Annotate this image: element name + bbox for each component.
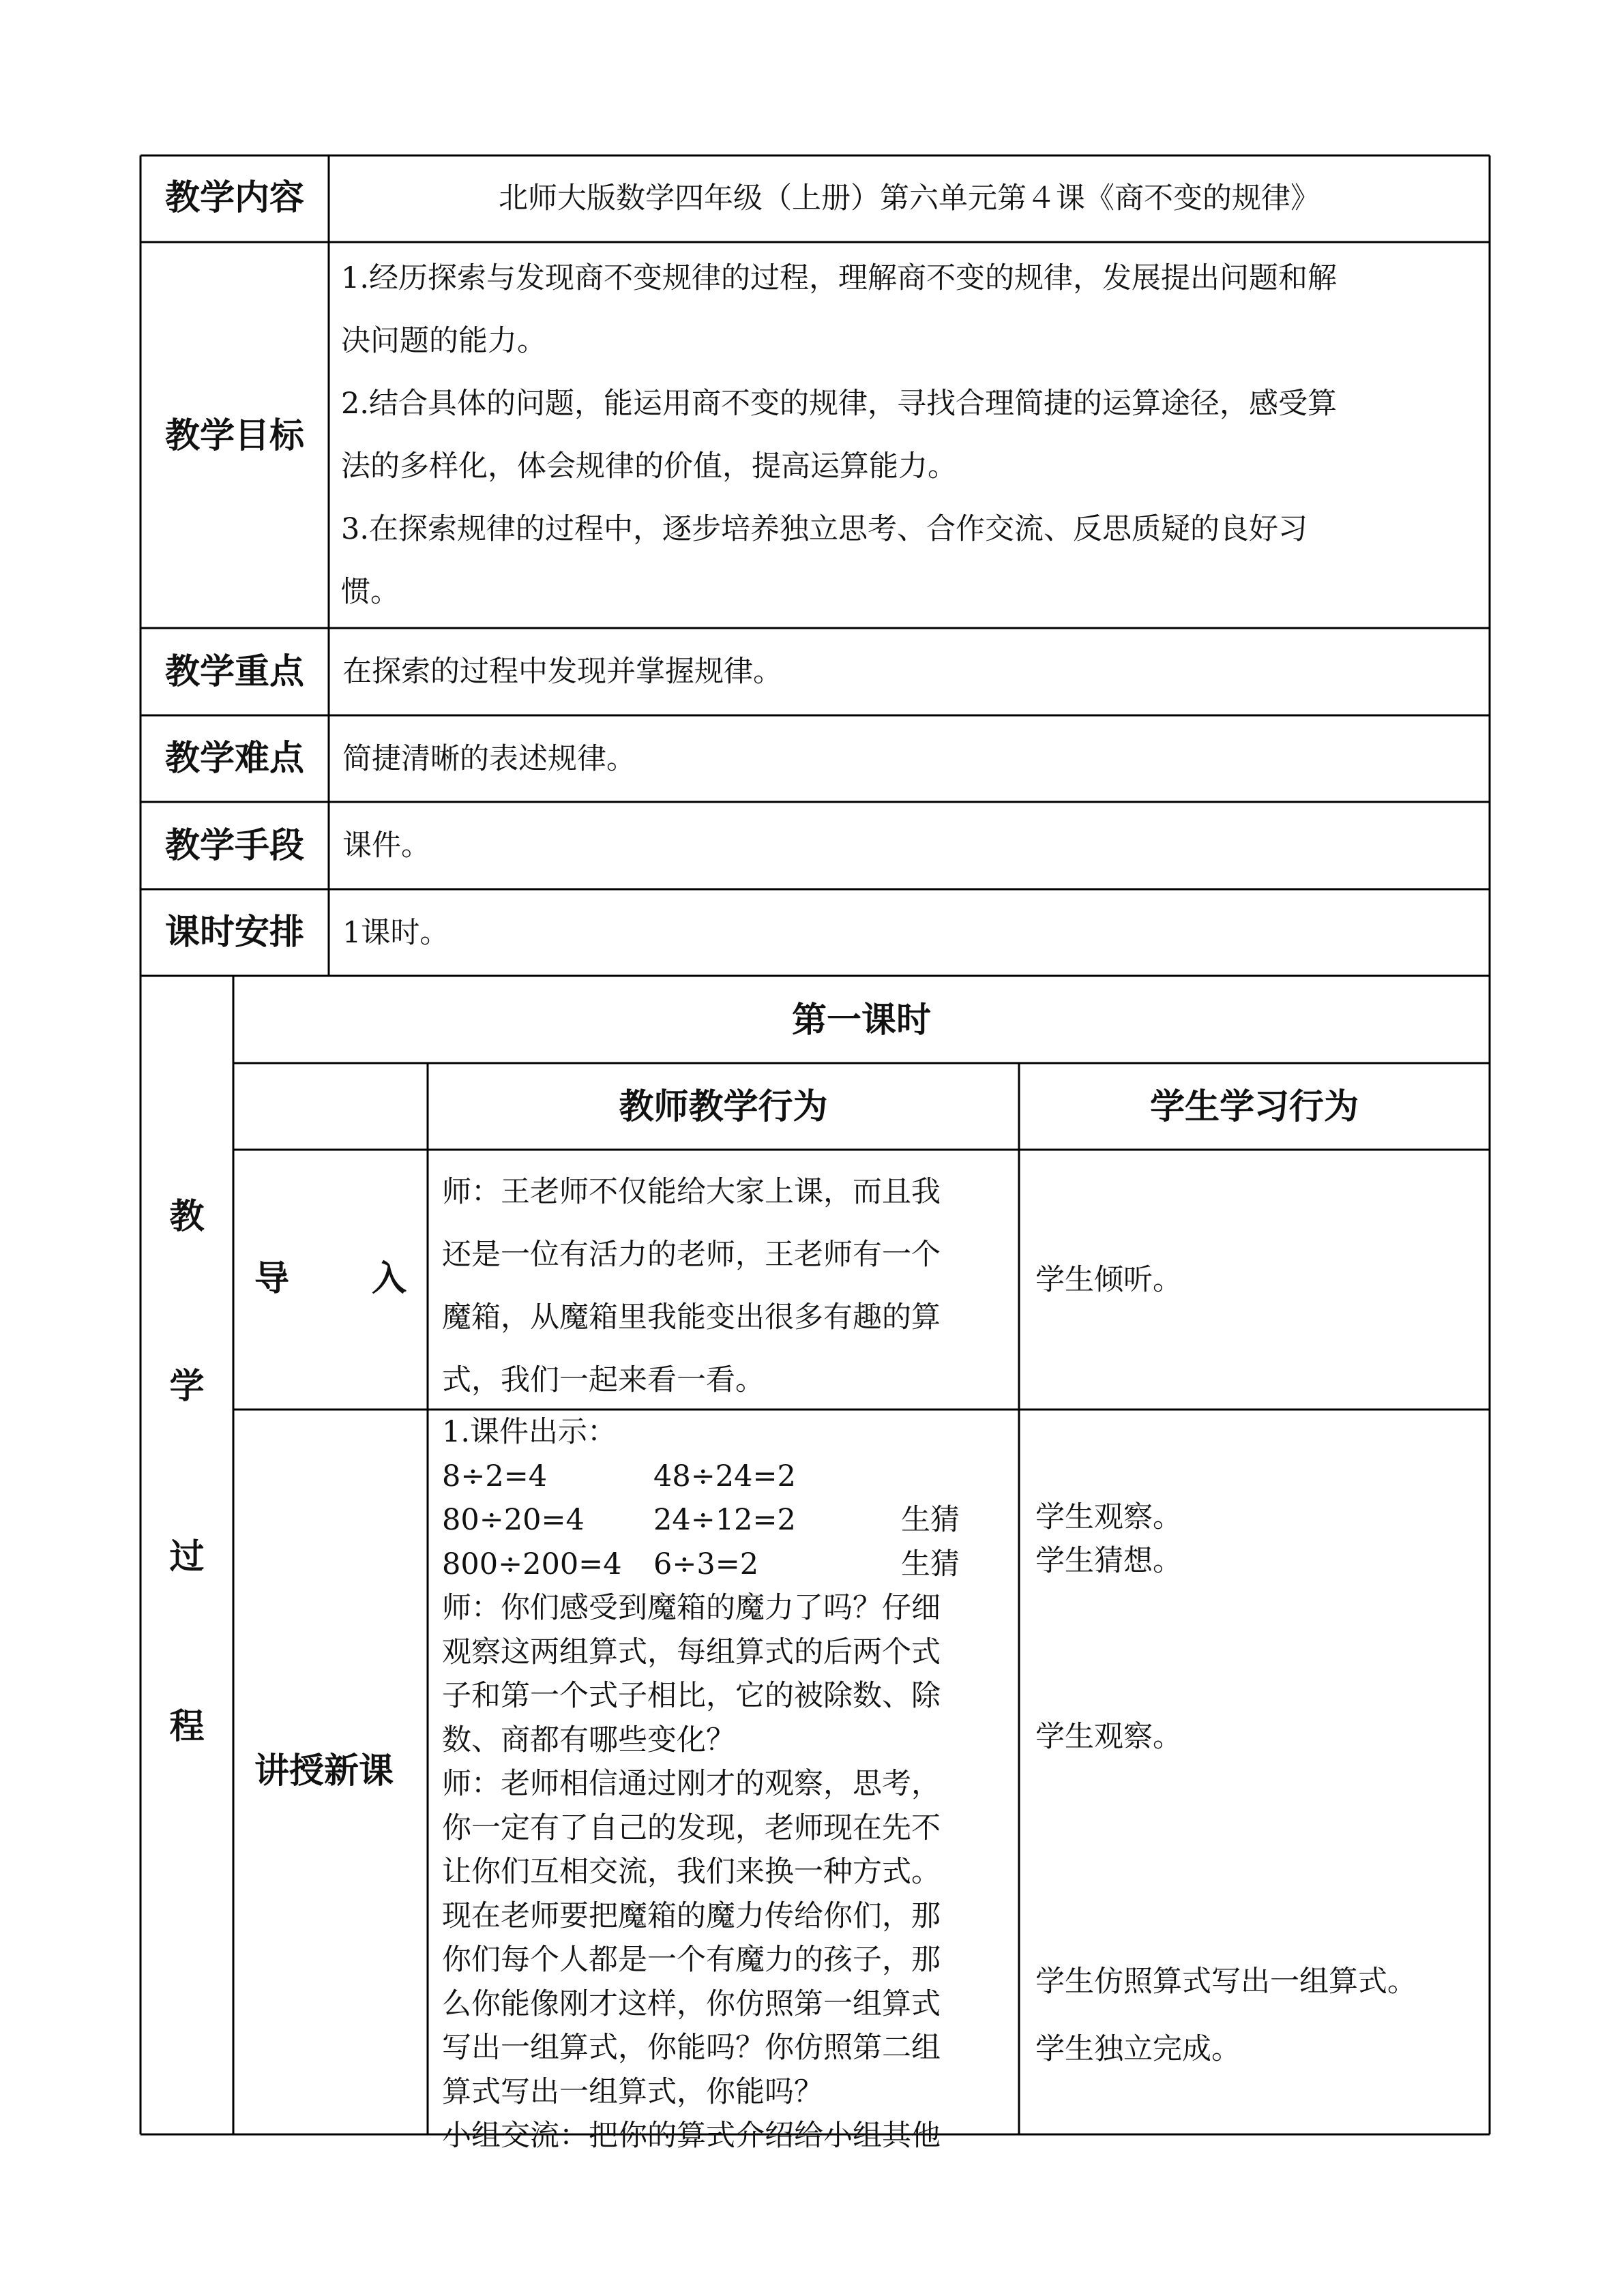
formula: 8÷2=4 [442,1459,548,1493]
student-behavior-header: 学生学习行为 [1149,1087,1359,1127]
formula: 80÷20=4 [442,1503,585,1537]
formula-note: 生猜 [901,1503,960,1537]
teacher-line: 现在老师要把魔箱的魔力传给你们，那 [442,1898,941,1933]
goal-line: 2.结合具体的问题，能运用商不变的规律，寻找合理简捷的运算途径，感受算 [341,387,1338,421]
intro-teacher-line: 还是一位有活力的老师，王老师有一个 [442,1238,941,1272]
key-point-value: 在探索的过程中发现并掌握规律。 [342,655,782,689]
process-side-char: 教 [169,1197,205,1237]
new-lesson-teacher-text [442,1410,1015,2158]
intro-label-char: 入 [372,1259,407,1299]
goals-text [341,247,1480,623]
formula-row [442,1498,1015,1542]
means-value: 课件。 [342,829,430,863]
courseware-title: 1.课件出示： [442,1415,617,1449]
intro-label-char: 导 [254,1259,290,1299]
teacher-line: 写出一组算式，你能吗？你仿照第二组 [442,2031,941,2065]
teacher-line: 师：你们感受到魔箱的魔力了吗？仔细 [442,1591,941,1625]
formula-row [442,1542,1015,1587]
difficulty-value: 简捷清晰的表述规律。 [342,742,636,776]
formula: 6÷3=2 [653,1547,759,1581]
goal-line: 决问题的能力。 [341,324,546,358]
process-side-char: 过 [169,1537,205,1577]
teacher-line: 算式写出一组算式，你能吗？ [442,2074,823,2109]
intro-teacher-line: 式，我们一起来看一看。 [442,1363,765,1397]
teacher-line: 你们每个人都是一个有魔力的孩子，那 [442,1943,941,1977]
formula: 24÷12=2 [653,1503,796,1537]
teacher-line: 子和第一个式子相比，它的被除数、除 [442,1679,941,1713]
formula-row [442,1455,1015,1499]
teacher-line: 让你们互相交流，我们来换一种方式。 [442,1855,941,1889]
student-note: 学生独立完成。 [1035,2032,1241,2066]
means-label: 教学手段 [164,826,304,866]
student-note: 学生猜想。 [1035,1544,1182,1578]
student-note: 学生观察。 [1035,1720,1182,1754]
teacher-line: 数、商都有哪些变化？ [442,1723,735,1757]
goal-line: 法的多样化，体会规律的价值，提高运算能力。 [341,449,957,483]
teacher-line: 你一定有了自己的发现，老师现在先不 [442,1810,941,1845]
teacher-behavior-header: 教师教学行为 [619,1087,828,1127]
intro-teacher-line: 魔箱，从魔箱里我能变出很多有趣的算 [442,1300,941,1335]
student-note: 学生观察。 [1035,1500,1182,1534]
formula: 48÷24=2 [653,1459,796,1493]
goal-line: 3.在探索规律的过程中，逐步培养独立思考、合作交流、反思质疑的良好习 [341,512,1308,546]
intro-student-text: 学生倾听。 [1035,1263,1182,1297]
content-value: 北师大版数学四年级（上册）第六单元第４课《商不变的规律》 [499,181,1320,215]
teacher-line: 么你能像刚才这样，你仿照第一组算式 [442,1986,941,2021]
key-point-label: 教学重点 [164,652,304,692]
goal-line: 1.经历探索与发现商不变规律的过程，理解商不变的规律，发展提出问题和解 [341,261,1338,295]
teacher-line: 小组交流：把你的算式介绍给小组其他 [442,2119,941,2153]
difficulty-label: 教学难点 [164,739,304,779]
schedule-value: 1课时。 [342,916,449,950]
teacher-line: 师：老师相信通过刚才的观察，思考， [442,1767,941,1801]
intro-teacher-text [442,1161,1015,1412]
schedule-label: 课时安排 [164,912,304,953]
content-label: 教学内容 [164,178,304,218]
goals-label: 教学目标 [164,416,304,456]
student-note: 学生仿照算式写出一组算式。 [1035,1965,1417,1999]
session-title: 第一课时 [791,1000,931,1041]
process-side-char: 程 [169,1707,205,1747]
teacher-line: 观察这两组算式，每组算式的后两个式 [442,1635,941,1669]
intro-teacher-line: 师：王老师不仅能给大家上课，而且我 [442,1175,941,1209]
goal-line: 惯。 [341,575,400,609]
process-side-char: 学 [169,1367,205,1407]
new-lesson-label: 讲授新课 [254,1751,394,1791]
formula-note: 生猜 [901,1547,960,1581]
formula: 800÷200=4 [442,1547,622,1581]
